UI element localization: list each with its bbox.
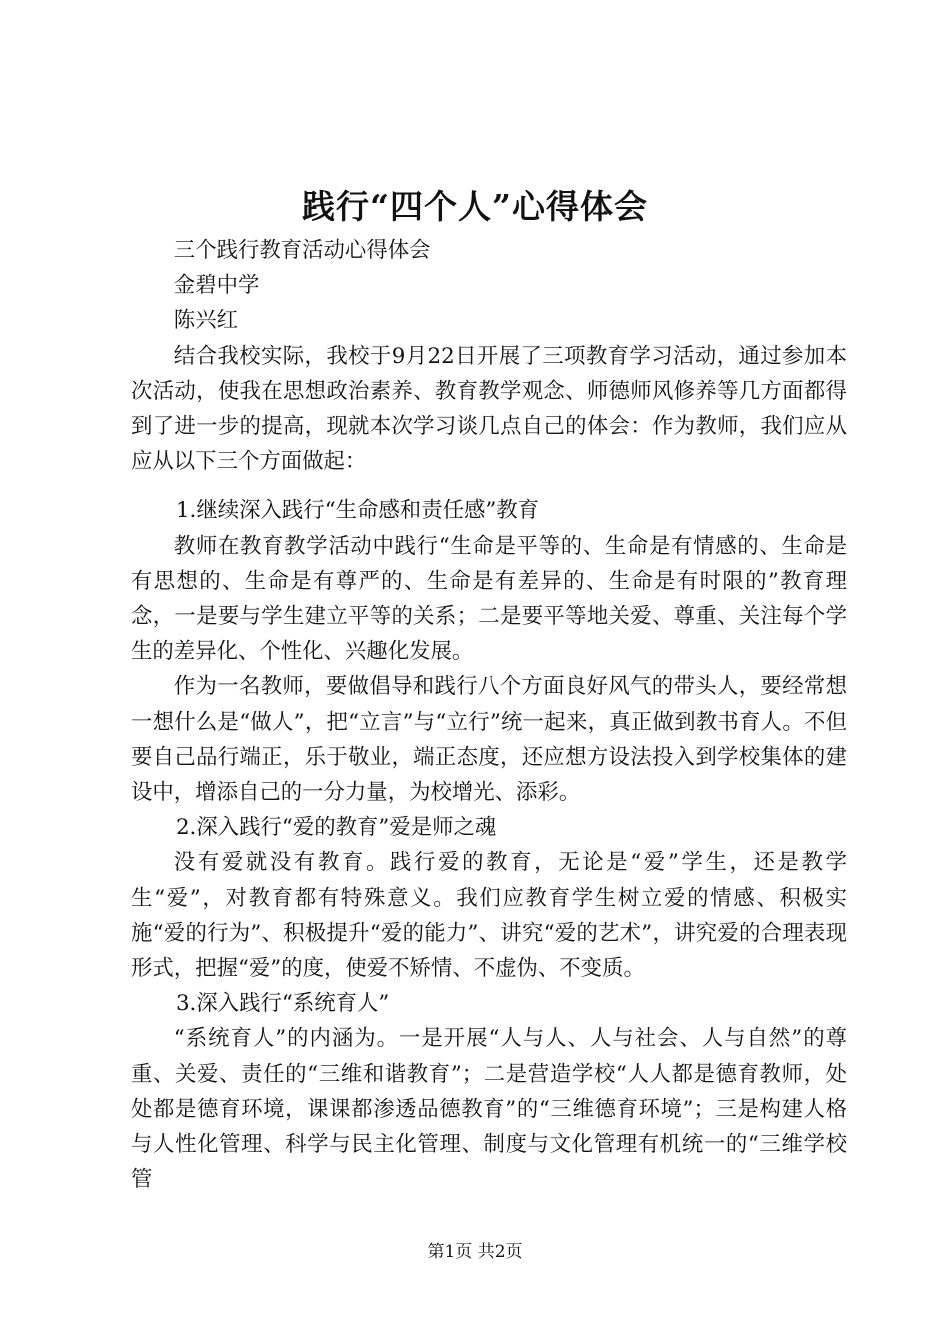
section-1-heading: 1.继续深入践行“生命感和责任感”教育	[175, 498, 540, 524]
school-line: 金碧中学	[173, 273, 260, 299]
section-1-paragraph-2: 作为一名教师，要做倡导和践行八个方面良好风气的带头人，要经常想一想什么是“做人”，把“立言”与“立行”统一起来，真正做到教书育人。不但要自己品行端正，乐于敬业，端正态度，还应想方设法投入到学校集体的建设中，增添自己的一分力量，为校增光、添彩。	[131, 674, 847, 806]
section-2-paragraph-1: 没有爱就没有教育。践行爱的教育，无论是“爱”学生，还是教学生“爱”，对教育都有特殊意义。我们应教育学生树立爱的情感、积极实施“爱的行为”、积极提升“爱的能力”、讲究“爱的艺术”，讲究爱的合理表现形式，把握“爱”的度，使爱不矫情、不虚伪、不变质。	[131, 850, 847, 982]
author-line: 陈兴红	[173, 308, 238, 334]
section-1-paragraph-1: 教师在教育教学活动中践行“生命是平等的、生命是有情感的、生命是有思想的、生命是有尊严的、生命是有差异的、生命是有时限的”教育理念，一是要与学生建立平等的关系；二是要平等地关爱、尊重、关注每个学生的差异化、个性化、兴趣化发展。	[131, 533, 847, 665]
intro-paragraph: 结合我校实际，我校于9月22日开展了三项教育学习活动，通过参加本次活动，使我在思想政治素养、教育教学观念、师德师风修养等几方面都得到了进一步的提高，现就本次学习谈几点自己的体会：作为教师，我们应从应从以下三个方面做起：	[131, 343, 847, 475]
section-3-heading: 3.深入践行“系统育人”	[175, 991, 390, 1017]
section-2-heading: 2.深入践行“爱的教育”爱是师之魂	[175, 815, 497, 841]
document-title: 践行“四个人”心得体会	[302, 187, 648, 226]
subtitle-line: 三个践行教育活动心得体会	[173, 238, 431, 263]
section-3-paragraph-1: “系统育人”的内涵为。一是开展“人与人、人与社会、人与自然”的尊重、关爱、责任的“三维和谐教育”；二是营造学校“人人都是德育教师，处处都是德育环境，课课都渗透品德教育”的“三维德育环境”；三是构建人格与人性化管理、科学与民主化管理、制度与文化管理有机统一的“三维学校管	[131, 1026, 847, 1193]
document-body	[131, 233, 847, 1197]
page-number-footer: 第1页 共2页	[427, 1242, 523, 1262]
